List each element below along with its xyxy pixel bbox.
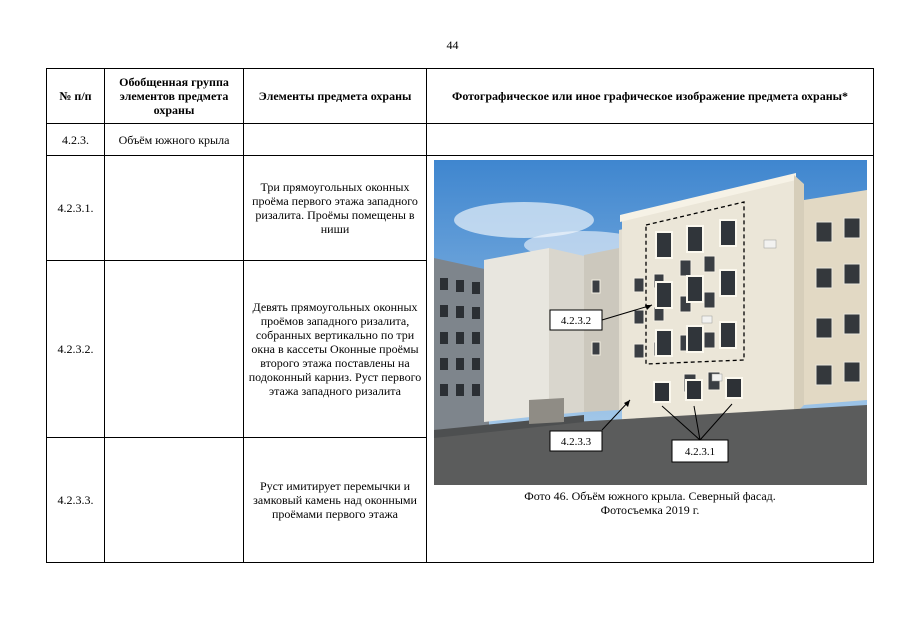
photo-label-4232: 4.2.3.2: [560, 315, 591, 327]
row-element: Три прямоугольных оконных проёма первого этажа западного ризалита. Проёмы помещены в ниши: [244, 156, 427, 261]
row-element: Девять прямоугольных оконных проёмов западного ризалита, собранных вертикально по три окна в кассеты Оконные проёмы второго этажа поставлены на подоконный карниз. Руст первого этажа западного ризалита: [244, 261, 427, 438]
row-number: 4.2.3.3.: [47, 438, 105, 563]
table-row: [47, 124, 874, 156]
photo-label-4233: 4.2.3.3: [560, 436, 591, 448]
photo-label-4231: 4.2.3.1: [684, 446, 715, 458]
header-elements: Элементы предмета охраны: [244, 69, 427, 124]
photo-caption-line1: Фото 46. Объём южного крыла. Северный фасад.: [524, 489, 776, 503]
row-group: [105, 261, 244, 438]
row-number: 4.2.3.2.: [47, 261, 105, 438]
header-image: Фотографическое или иное графическое изображение предмета охраны*: [427, 69, 874, 124]
row-group: Объём южного крыла: [105, 124, 244, 156]
photo-cell: [427, 156, 874, 563]
row-number: 4.2.3.: [47, 124, 105, 156]
row-number: 4.2.3.1.: [47, 156, 105, 261]
row-image-empty: [427, 124, 874, 156]
photo-caption: [427, 489, 873, 517]
header-group: Обобщенная группа элементов предмета охраны: [105, 69, 244, 124]
table-row: [47, 156, 874, 261]
building-photo: [434, 160, 867, 485]
row-element: [244, 124, 427, 156]
protection-table: [46, 68, 874, 563]
header-number: № п/п: [47, 69, 105, 124]
table-header-row: [47, 69, 874, 124]
row-element: Руст имитирует перемычки и замковый камень над оконными проёмами первого этажа: [244, 438, 427, 563]
photo-caption-line2: Фотосъемка 2019 г.: [600, 503, 700, 517]
row-group: [105, 156, 244, 261]
page-number: 44: [446, 38, 459, 52]
row-group: [105, 438, 244, 563]
